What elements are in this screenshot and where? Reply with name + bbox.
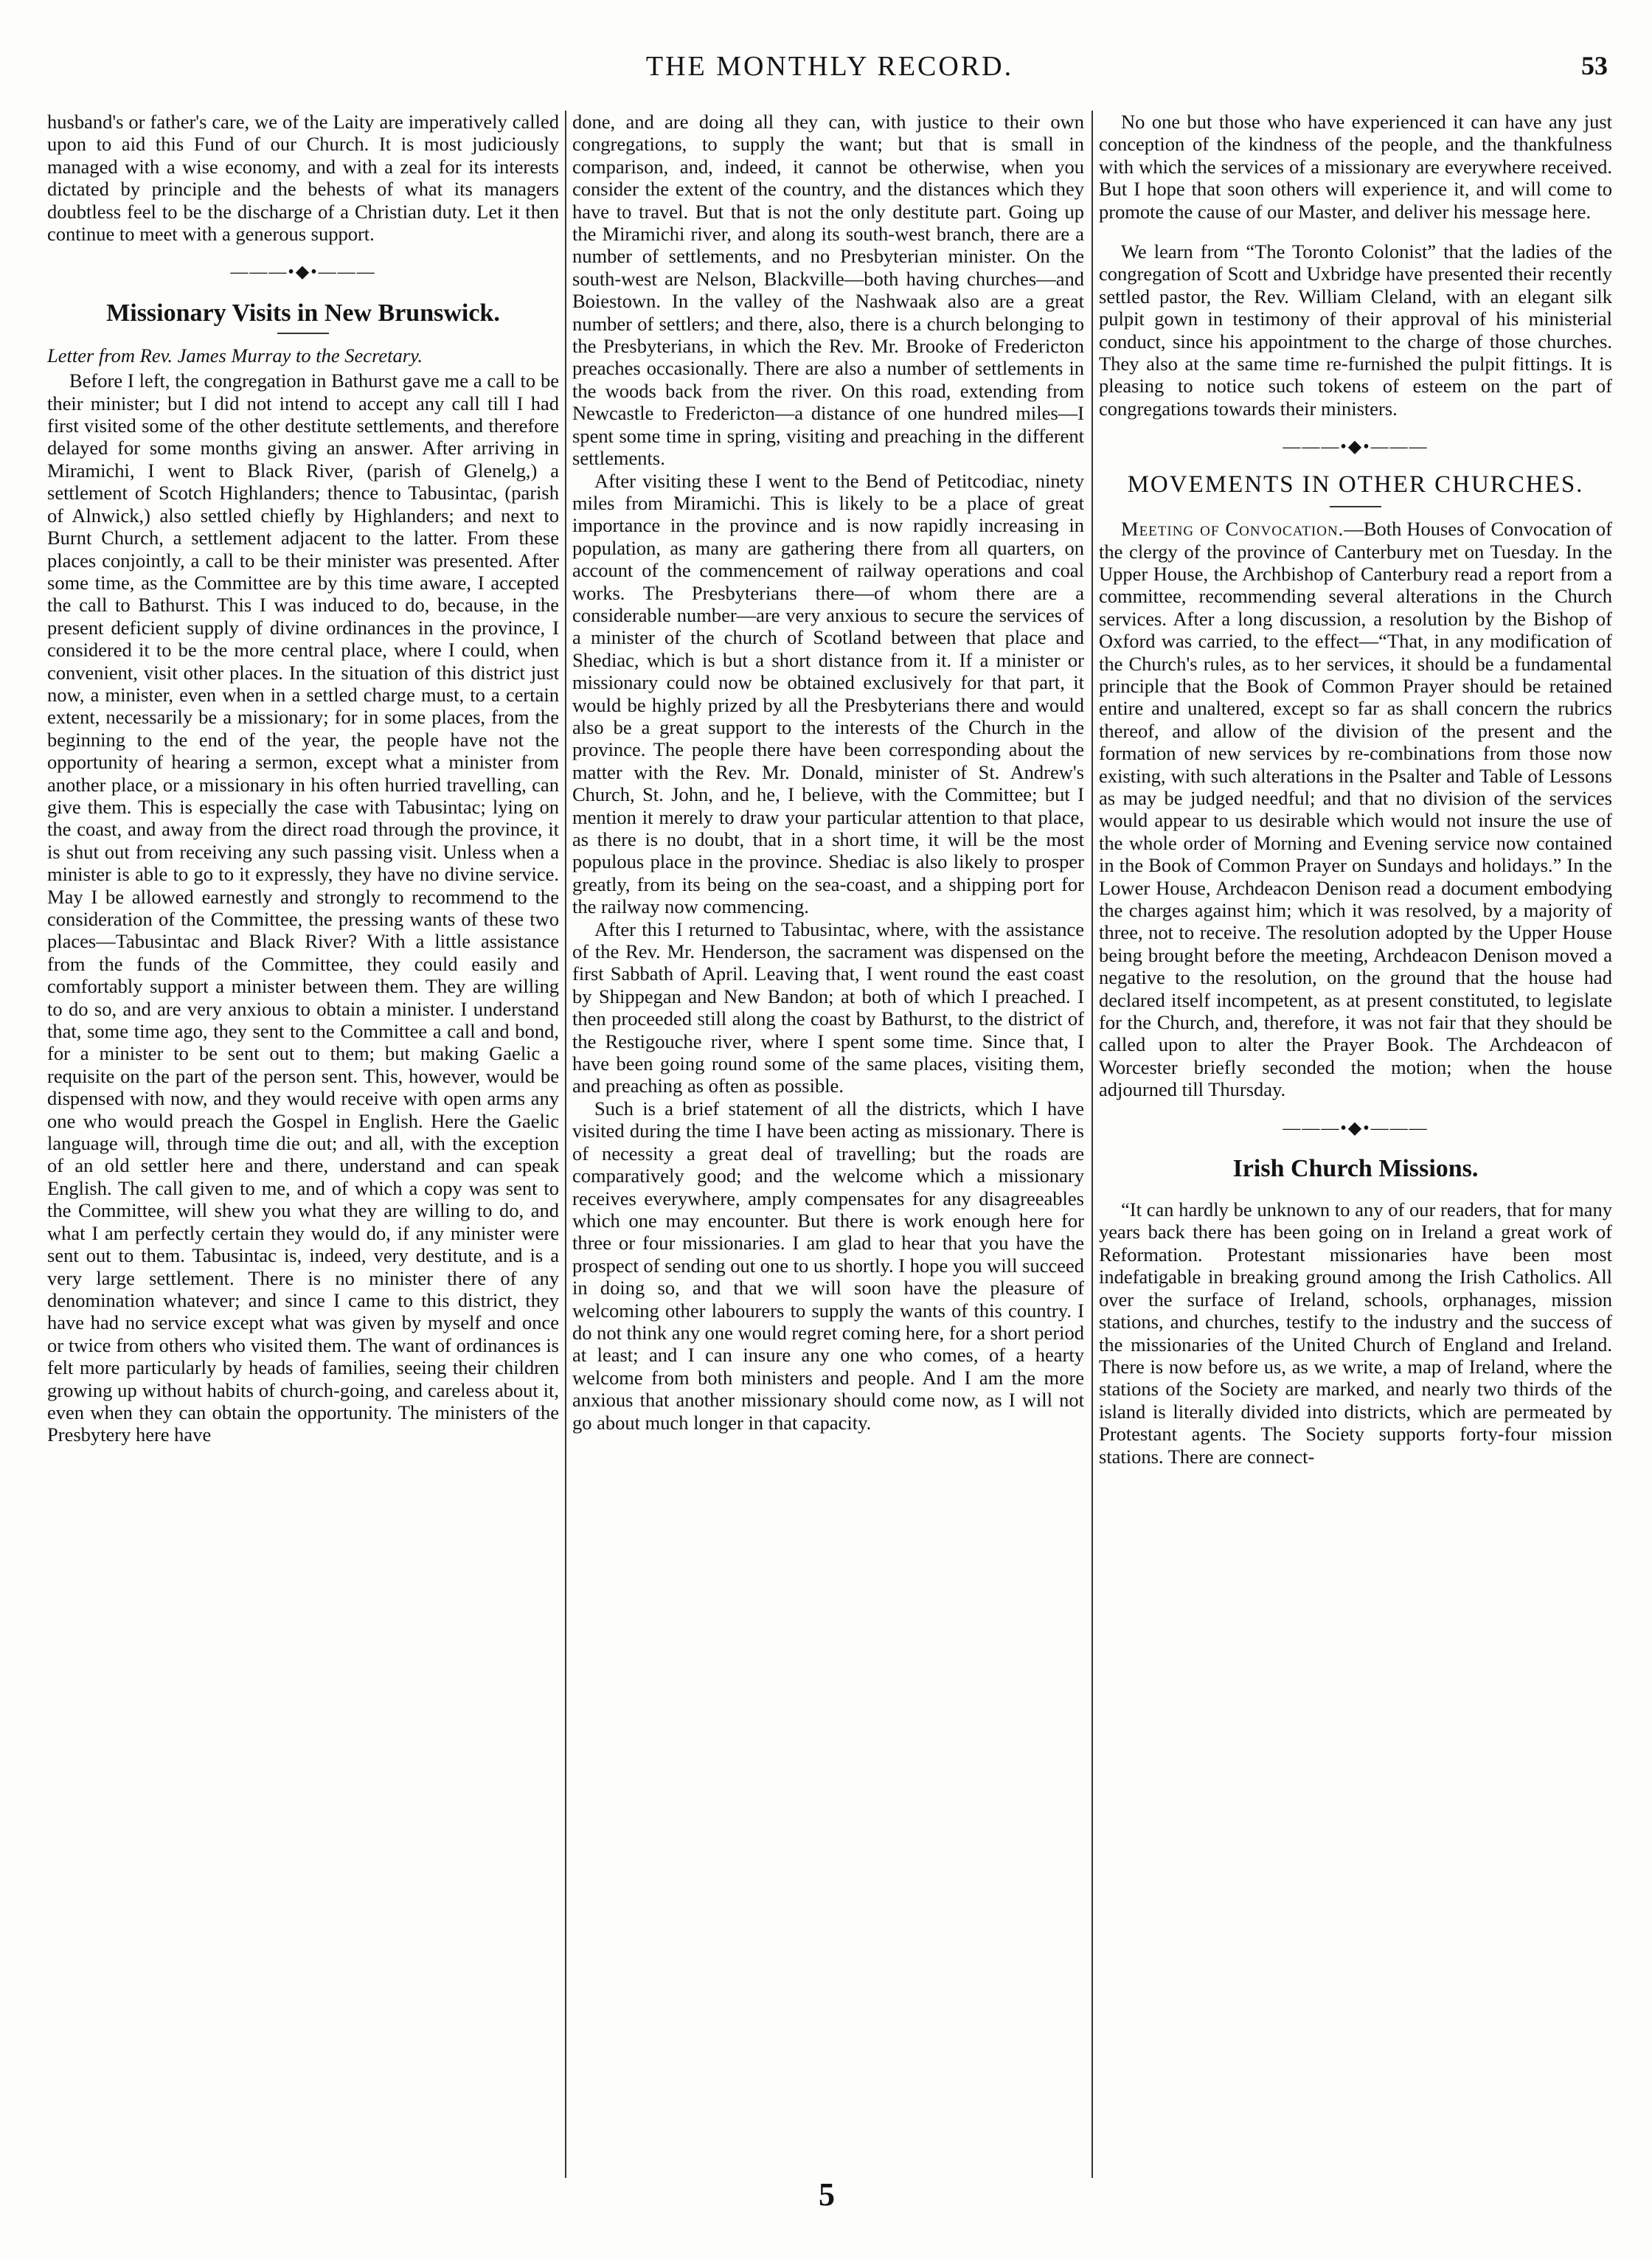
column-rule xyxy=(565,111,566,2178)
paragraph: Such is a brief statement of all the districts, which I have visited during the time I have been acting as missionary. There is of necessity a great deal of travelling; but the roads are comparatively good; and the welcome which a missionary receives everywhere, amply compensates for any disagreeables which one may encounter. But there is work enough here for three or four missionaries. I am glad to hear that you have the prospect of sending out one to us shortly. I hope you will succeed in doing so, and that we will soon have the pleasure of welcoming other labourers to supply the wants of this country. I do not think any one would regret coming here, for a short period at least; and I can insure any one who comes, of a hearty welcome from both ministers and people. And I am the more anxious that another missionary should come now, as I will not go about much longer in that capacity. xyxy=(572,1097,1084,1434)
article-heading: Irish Church Missions. xyxy=(1232,1155,1479,1183)
short-rule xyxy=(1330,506,1381,507)
column-1 xyxy=(47,111,559,2200)
paragraph: No one but those who have experienced it can have any just conception of the kindness of the people, and the thankfulness with which the services of a missionary are everywhere received. But I hope that soon others will experience it, and will come to promote the cause of our Master, and deliver his message here. xyxy=(1099,111,1612,223)
paragraph: Before I left, the congregation in Bathurst gave me a call to be their minister; but I did not intend to accept any call till I had first visited some of the other destitute settlements, and therefore delayed for some months giving an answer. After arriving in Miramichi, I went to Black River, (parish of Glenelg,) a settlement of Scotch Highlanders; thence to Tabusintac, (parish of Alnwick,) also settled chiefly by Highlanders; and next to Burnt Church, a settlement adjacent to the latter. From these places conjointly, a call to be their minister was presented. After some time, as the Committee are by this time aware, I accepted the call to Bathurst. This I was induced to do, because, in the present deficient supply of divine ordinances in the province, I considered it to be the more central place, where I could, when convenient, visit other places. In the situation of this district just now, a minister, even when in a settled charge must, to a certain extent, necessarily be a missionary; for in some places, from the beginning to the end of the year, the people have not the opportunity of hearing a sermon, except what a minister from another place, or a missionary in his often hurried travelling, can give them. This is especially the case with Tabusintac; lying on the coast, and away from the direct road through the province, it is shut out from receiving any such passing visit. Unless when a minister is able to go to it expressly, they have no divine service. May I be allowed earnestly and strongly to recommend to the consideration of the Committee, the pressing wants of these two places—Tabusintac and Black River? With a little assistance from the funds of the Committee, they could easily and comfortably support a minister between them. They are willing to do so, and are very anxious to obtain a minister. I understand that, some time ago, they sent to the Committee a call and bond, for a minister to be sent out to them; but making Gaelic a requisite on the part of the person sent. This, however, would be dispensed with now, and they would receive with open arms any one who would preach the Gospel in English. Here the Gaelic language will, through time die out; and all, with the exception of an old settler here and there, understand and can speak English. The call given to me, and of which a copy was sent to the Committee, will shew you what they are willing to do, and what I am perfectly certain they would do, if any minister were sent out to them. Tabusintac is, indeed, very destitute, and is a very large settlement. There is no minister there of any denomination whatever; and since I came to this district, they have had no service except what was given by myself and once or twice from others who visited them. The want of ordinances is felt more particularly by heads of families, seeing their children growing up without habits of church-going, and careless about it, even when they can obtain the opportunity. The ministers of the Presbytery here have xyxy=(47,369,559,1446)
short-rule xyxy=(277,333,329,334)
column-rule xyxy=(1092,111,1093,2178)
article-byline: Letter from Rev. James Murray to the Secretary. xyxy=(47,344,423,367)
page-number: 53 xyxy=(1581,51,1608,80)
column-2 xyxy=(572,111,1084,2200)
paragraph: husband's or father's care, we of the Laity are imperatively called upon to aid this Fund of our Church. It is most judiciously managed with a wise economy, and with a zeal for its interests dictated by principle and the behests of what its managers doubtless feel to be the discharge of a Christian duty. Let it then continue to meet with a generous support. xyxy=(47,111,559,246)
paragraph: After visiting these I went to the Bend of Petitcodiac, ninety miles from Miramichi. This is likely to be a place of great importance in the province and is now rapidly increasing in population, as many are gathering there from all quarters, on account of the commencement of railway operations and coal works. The Presbyterians there—of whom there are a considerable number—are very anxious to secure the services of a minister of the church of Scotland between that place and Shediac, which is but a short distance from it. If a minister or missionary could now be obtained exclusively for that part, it would be highly prized by all the Presbyterians there and would also be a great support to the interests of the Church in the province. The people there have been corresponding about the matter with the Rev. Mr. Donald, minister of St. Andrew's Church, St. John, and he, I believe, with the Committee; but I mention it merely to draw your particular attention to that place, as there is no doubt, that in a short time, it will be the most populous place in the province. Shediac is also likely to prosper greatly, from its being on the sea-coast, and a shipping port for the railway now commencing. xyxy=(572,469,1084,918)
article-heading: Missionary Visits in New Brunswick. xyxy=(106,299,500,327)
paragraph: “It can hardly be unknown to any of our readers, that for many years back there has been going on in Ireland a great work of Reformation. Protestant missionaries have been most indefatigable in breaking ground among the Irish Catholics. All over the surface of Ireland, schools, orphanages, mission stations, and churches, testify to the industry and the success of the missionaries of the United Church of England and Ireland. There is now before us, as we write, a map of Ireland, where the stations of the Society are marked, and nearly two thirds of the island is literally divided into districts, which are permeated by Protestant agents. The Society supports forty-four mission stations. There are connect- xyxy=(1099,1198,1612,1468)
paragraph: We learn from “The Toronto Colonist” that the ladies of the congregation of Scott and Uxbridge have presented their recently settled pastor, the Rev. William Cleland, with an elegant silk pulpit gown in testimony of their approval of his ministerial conduct, since his appointment to the charge of those churches. They also at the same time re-furnished the pulpit fittings. It is pleasing to notice such tokens of esteem on the part of congregations towards their ministers. xyxy=(1099,240,1612,420)
paragraph-body: —Both Houses of Convocation of the clergy of the province of Canterbury met on Tuesday. In the Upper House, the Archbishop of Canterbury read a report from a committee, recommending several alterations in the Church services. After a long discussion, a resolution by the Bishop of Oxford was carried, to the effect—“That, in any modification of the Church's rules, as to her services, it should be a fundamental principle that the Book of Common Prayer should be retained entire and unaltered, except so far as shall concern the rubrics thereof, and allow of the division of the present and the formation of new services by re-combinations from those now existing, with such alterations in the Psalter and Table of Lessons as may be judged needful; and that no division of the services would appear to us desirable which would not insure the use of the whole order of Morning and Evening service now contained in the Book of Common Prayer on Sundays and holidays.” In the Lower House, Archdeacon Denison read a document embodying the charges against him; which it was resolved, by a majority of three, not to receive. The resolution adopted by the Upper House being brought before the meeting, Archdeacon Denison moved a negative to the resolution, on the ground that the house had declared itself incompetent, as at present constituted, to legislate for the Church, and, therefore, it was not fair that they should be called upon to alter the Prayer Book. The Archdeacon of Worcester briefly seconded the motion; when the house adjourned till Thursday. xyxy=(1099,518,1612,1101)
paragraph xyxy=(1099,518,1612,1101)
paragraph: After this I returned to Tabusintac, where, with the assistance of the Rev. Mr. Henderson, the sacrament was dispensed on the first Sabbath of April. Leaving that, I went round the east coast by Shippegan and New Bandon; at both of which I preached. I then proceeded still along the coast by Bathurst, to the district of the Restigouche river, where I spent some time. Since that, I have been going round some of the same places, visiting them, and preaching as often as possible. xyxy=(572,917,1084,1097)
running-head xyxy=(52,47,1608,91)
paragraph-lead: Meeting of Convocation. xyxy=(1121,518,1344,541)
paragraph: done, and are doing all they can, with justice to their own congregations, to supply the want; but that is small in comparison, and, indeed, it cannot be otherwise, when you consider the extent of the country, and the distances which they have to travel. But that is not the only destitute part. Going up the Miramichi river, and along its south-west branch, there are a number of settlements, and no Presbyterian minister. On the south-west are Nelson, Blackville—both having churches—and Boiestown. In the valley of the Nashwaak also are a great number of settlers; and there, also, there is a church belonging to the Presbyterians, in which the Rev. Mr. Brooke of Fredericton preaches occasionally. There are also a number of settlements in the woods back from the river. On this road, extending from Newcastle to Fredericton—a distance of one hundred miles—I spent some time in spring, visiting and preaching in the different settlements. xyxy=(572,111,1084,470)
journal-title: THE MONTHLY RECORD. xyxy=(645,51,1014,82)
ornament-divider: ———•◆•——— xyxy=(230,263,376,282)
signature-mark: 5 xyxy=(819,2176,835,2213)
section-heading: MOVEMENTS IN OTHER CHURCHES. xyxy=(1127,471,1584,498)
ornament-divider: ———•◆•——— xyxy=(1283,1118,1429,1138)
ornament-divider: ———•◆•——— xyxy=(1283,437,1429,457)
column-3 xyxy=(1099,111,1612,2200)
